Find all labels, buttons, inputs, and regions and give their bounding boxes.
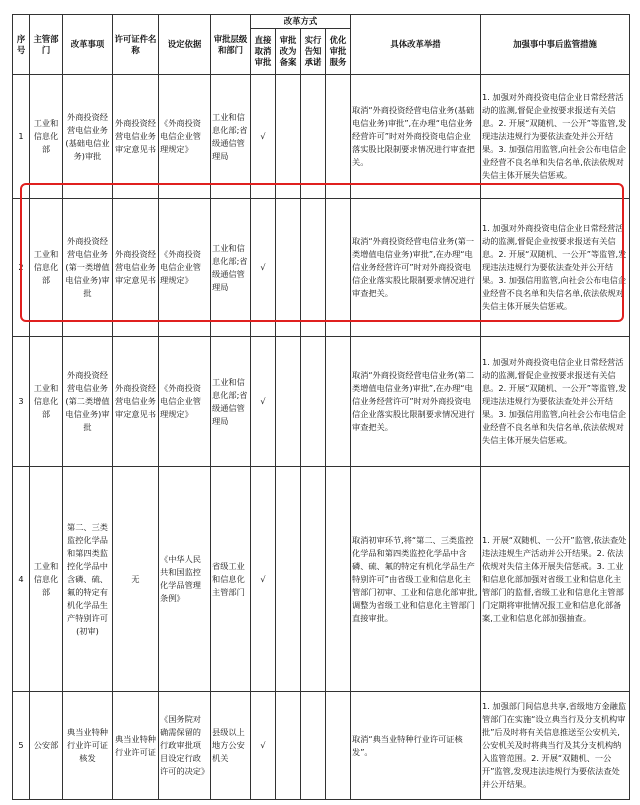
- table-row: [13, 199, 630, 337]
- cell-item: 外商投资经营电信业务(基础电信业务)审批: [63, 75, 113, 199]
- table-row: [13, 75, 630, 199]
- cell-dept: 工业和信息化部: [30, 199, 63, 337]
- cell-item: 外商投资经营电信业务(第二类增值电信业务)审批: [63, 337, 113, 467]
- table-row: [13, 692, 630, 800]
- cell-basis: 《外商投资电信企业管理规定》: [159, 337, 211, 467]
- cell-supervision: 1. 加强对外商投资电信企业日常经营活动的监测,督促企业按要求报送有关信息。2. 开展“双随机、一公开”等监管,发现违法违规行为要依法查处并公开结果。3. 加强信用监管,向社会公布电信企业经营不良名单和失信名单,依法依规对失信主体开展失信惩戒。: [481, 199, 630, 337]
- cell-method-filing: [276, 75, 301, 199]
- check-icon: √: [251, 75, 276, 199]
- header-method-commitment: 实行告知承诺: [301, 29, 326, 75]
- header-item: 改革事项: [63, 15, 113, 75]
- cell-level: 省级工业和信息化主管部门: [211, 467, 251, 692]
- cell-supervision: 1. 开展“双随机、一公开”监管,依法查处违法违规生产活动并公开结果。2. 依法依规对失信主体开展失信惩戒。3. 工业和信息化部加强对省级工业和信息化主管部门的监督,省级工业和信息化主管部门定期将审批情况报工业和信息化部备案,工业和信息化部加强抽查。: [481, 467, 630, 692]
- cell-measures: 取消“外商投资经营电信业务(第二类增值电信业务)审批”,在办理“电信业务经营许可”时对外商投资电信企业落实股比限制要求情况进行审查把关。: [351, 337, 481, 467]
- cell-permit: 外商投资经营电信业务审定意见书: [113, 75, 159, 199]
- check-icon: √: [251, 337, 276, 467]
- table-row: [13, 337, 630, 467]
- check-icon: √: [251, 692, 276, 800]
- cell-item: 第二、三类监控化学品和第四类监控化学品中含磷、硫、氟的特定有机化学品生产特别许可(初审): [63, 467, 113, 692]
- header-basis: 设定依据: [159, 15, 211, 75]
- header-level: 审批层级和部门: [211, 15, 251, 75]
- cell-measures: 取消初审环节,将“第二、三类监控化学品和第四类监控化学品中含磷、硫、氟的特定有机化学品生产特别许可”由省级工业和信息化主管部门初审、工业和信息化部审批,调整为省级工业和信息化主管部门直接审批。: [351, 467, 481, 692]
- cell-method-commitment: [301, 692, 326, 800]
- cell-dept: 工业和信息化部: [30, 75, 63, 199]
- cell-supervision: 1. 加强部门间信息共享,省级地方金融监管部门在实施“设立典当行及分支机构审批”后及时将有关信息推送至公安机关,公安机关及时将典当行及其分支机构纳入监管范围。2. 开展“双随机、一公开”监管,发现违法违规行为要依法查处并公开结果。: [481, 692, 630, 800]
- cell-seq: 2: [13, 199, 30, 337]
- cell-basis: 《外商投资电信企业管理规定》: [159, 199, 211, 337]
- cell-permit: 无: [113, 467, 159, 692]
- cell-basis: 《国务院对确需保留的行政审批项目设定行政许可的决定》: [159, 692, 211, 800]
- cell-method-commitment: [301, 467, 326, 692]
- cell-measures: 取消“典当业特种行业许可证核发”。: [351, 692, 481, 800]
- cell-method-commitment: [301, 75, 326, 199]
- cell-method-filing: [276, 467, 301, 692]
- cell-level: 工业和信息化部;省级通信管理局: [211, 75, 251, 199]
- cell-permit: 外商投资经营电信业务审定意见书: [113, 199, 159, 337]
- cell-dept: 工业和信息化部: [30, 467, 63, 692]
- cell-seq: 4: [13, 467, 30, 692]
- cell-level: 工业和信息化部;省级通信管理局: [211, 199, 251, 337]
- cell-measures: 取消“外商投资经营电信业务(第一类增值电信业务)审批”,在办理“电信业务经营许可”时对外商投资电信企业落实股比限制要求情况进行审查把关。: [351, 199, 481, 337]
- cell-method-optimize: [326, 692, 351, 800]
- cell-basis: 《外商投资电信企业管理规定》: [159, 75, 211, 199]
- table-body: [13, 75, 630, 800]
- cell-level: 县级以上地方公安机关: [211, 692, 251, 800]
- cell-dept: 工业和信息化部: [30, 337, 63, 467]
- cell-level: 工业和信息化部;省级通信管理局: [211, 337, 251, 467]
- cell-seq: 5: [13, 692, 30, 800]
- cell-dept: 公安部: [30, 692, 63, 800]
- cell-method-commitment: [301, 337, 326, 467]
- cell-method-optimize: [326, 75, 351, 199]
- cell-permit: 典当业特种行业许可证: [113, 692, 159, 800]
- header-seq: 序号: [13, 15, 30, 75]
- header-measures: 具体改革举措: [351, 15, 481, 75]
- reform-table: [12, 14, 630, 800]
- header-permit: 许可证件名称: [113, 15, 159, 75]
- header-method-filing: 审批改为备案: [276, 29, 301, 75]
- cell-seq: 1: [13, 75, 30, 199]
- cell-measures: 取消“外商投资经营电信业务(基础电信业务)审批”,在办理“电信业务经营许可”时对外商投资电信企业落实股比限制要求情况进行审查把关。: [351, 75, 481, 199]
- header-reform-method: 改革方式: [251, 15, 351, 29]
- cell-supervision: 1. 加强对外商投资电信企业日常经营活动的监测,督促企业按要求报送有关信息。2. 开展“双随机、一公开”等监管,发现违法违规行为要依法查处并公开结果。3. 加强信用监管,向社会公布电信企业经营不良名单和失信名单,依法依规对失信主体开展失信惩戒。: [481, 337, 630, 467]
- cell-method-optimize: [326, 337, 351, 467]
- cell-method-optimize: [326, 199, 351, 337]
- cell-method-optimize: [326, 467, 351, 692]
- cell-method-filing: [276, 692, 301, 800]
- cell-method-filing: [276, 337, 301, 467]
- cell-method-filing: [276, 199, 301, 337]
- cell-permit: 外商投资经营电信业务审定意见书: [113, 337, 159, 467]
- cell-basis: 《中华人民共和国监控化学品管理条例》: [159, 467, 211, 692]
- header-method-optimize: 优化审批服务: [326, 29, 351, 75]
- table-row: [13, 467, 630, 692]
- header-supervision: 加强事中事后监管措施: [481, 15, 630, 75]
- check-icon: √: [251, 199, 276, 337]
- table-header: [13, 15, 630, 75]
- header-dept: 主管部门: [30, 15, 63, 75]
- cell-seq: 3: [13, 337, 30, 467]
- cell-item: 外商投资经营电信业务(第一类增值电信业务)审批: [63, 199, 113, 337]
- cell-method-commitment: [301, 199, 326, 337]
- cell-supervision: 1. 加强对外商投资电信企业日常经营活动的监测,督促企业按要求报送有关信息。2. 开展“双随机、一公开”等监管,发现违法违规行为要依法查处并公开结果。3. 加强信用监管,向社会公布电信企业经营不良名单和失信名单,依法依规对失信主体开展失信惩戒。: [481, 75, 630, 199]
- header-method-cancel: 直接取消审批: [251, 29, 276, 75]
- check-icon: √: [251, 467, 276, 692]
- cell-item: 典当业特种行业许可证核发: [63, 692, 113, 800]
